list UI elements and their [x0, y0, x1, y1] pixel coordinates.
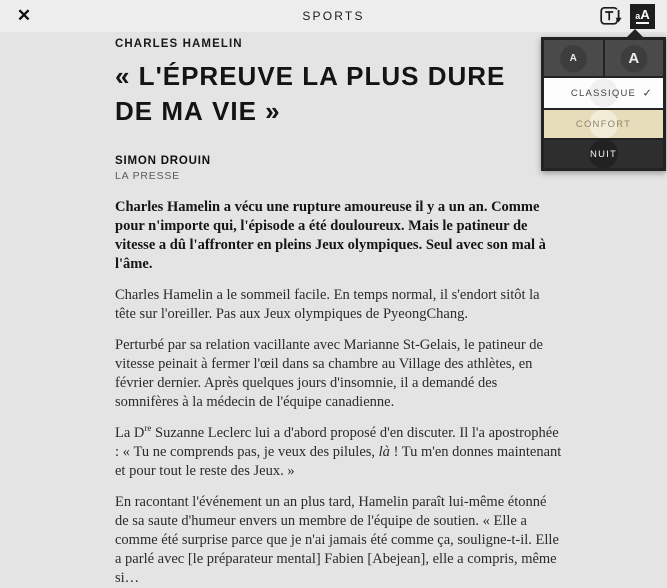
decrease-font-button[interactable]: A — [544, 40, 603, 76]
close-icon[interactable]: ✕ — [16, 6, 32, 25]
article-title: « L'ÉPREUVE LA PLUS DURE DE MA VIE » — [115, 61, 506, 126]
checkmark-icon: ✓ — [642, 87, 653, 100]
display-settings-icon[interactable] — [630, 4, 655, 29]
theme-option-confort[interactable] — [544, 110, 663, 138]
paragraph: Charles Hamelin a le sommeil facile. En temps normal, il s'endort sitôt la tête sur l'oreiller. Pas aux Jeux olympiques de PyeongChang. — [115, 287, 540, 322]
aa-underline — [636, 22, 649, 24]
theme-label: CONFORT — [575, 118, 632, 130]
article-body — [115, 198, 562, 588]
theme-option-nuit[interactable] — [544, 140, 663, 168]
byline — [115, 155, 600, 182]
text-download-icon[interactable] — [599, 4, 623, 28]
topbar-icons — [599, 4, 655, 29]
panel-caret-icon — [627, 29, 643, 37]
increase-font-button[interactable]: A — [605, 40, 664, 76]
paragraph: Perturbé par sa relation vacillante avec Marianne St-Gelais, le patineur de vitesse peinait à fermer l'œil dans sa chambre au Village des athlètes, en février dernier. Après quelques jours d'insomnie, il a demandé des somnifères à la médecin de l'équipe canadienne. — [115, 337, 543, 410]
theme-option-classique[interactable] — [544, 78, 663, 108]
font-size-controls — [544, 40, 663, 76]
theme-label: NUIT — [590, 148, 617, 160]
paragraph: En racontant l'événement un an plus tard, Hamelin paraît lui-même étonné de sa saute d'humeur envers un membre de l'équipe de soutien. « Elle a comme été surprise parce que je n'ai jamais été comme ça, souligne-t-il. Elle a parlé avec [le préparateur mental] Fabien [Abejean], elle a compris, même si… — [115, 494, 559, 586]
theme-label: CLASSIQUE — [570, 87, 637, 99]
display-settings-panel — [541, 37, 666, 171]
section-title: SPORTS — [302, 9, 365, 23]
paragraph: La Dre Suzanne Leclerc lui a d'abord proposé d'en discuter. Il l'a apostrophée : « Tu ne comprends pas, je veux des pilules, là ! Tu m'en donnes maintenant et pour tout le reste des Jeux. » — [115, 423, 562, 479]
aa-glyphs: a A — [635, 7, 650, 22]
lead-paragraph: Charles Hamelin a vécu une rupture amoureuse il y a un an. Comme pour n'importe qui, l'épisode a été douloureux. Mais le patineur de vitesse a dû l'affronter en pleins Jeux olympiques. Seul avec son mal à l'âme. — [115, 199, 546, 272]
author-name: SIMON DROUIN — [115, 155, 211, 167]
top-bar — [0, 0, 667, 32]
article-kicker: CHARLES HAMELIN — [115, 38, 243, 50]
publication-name: LA PRESSE — [115, 170, 180, 182]
article — [0, 32, 600, 588]
